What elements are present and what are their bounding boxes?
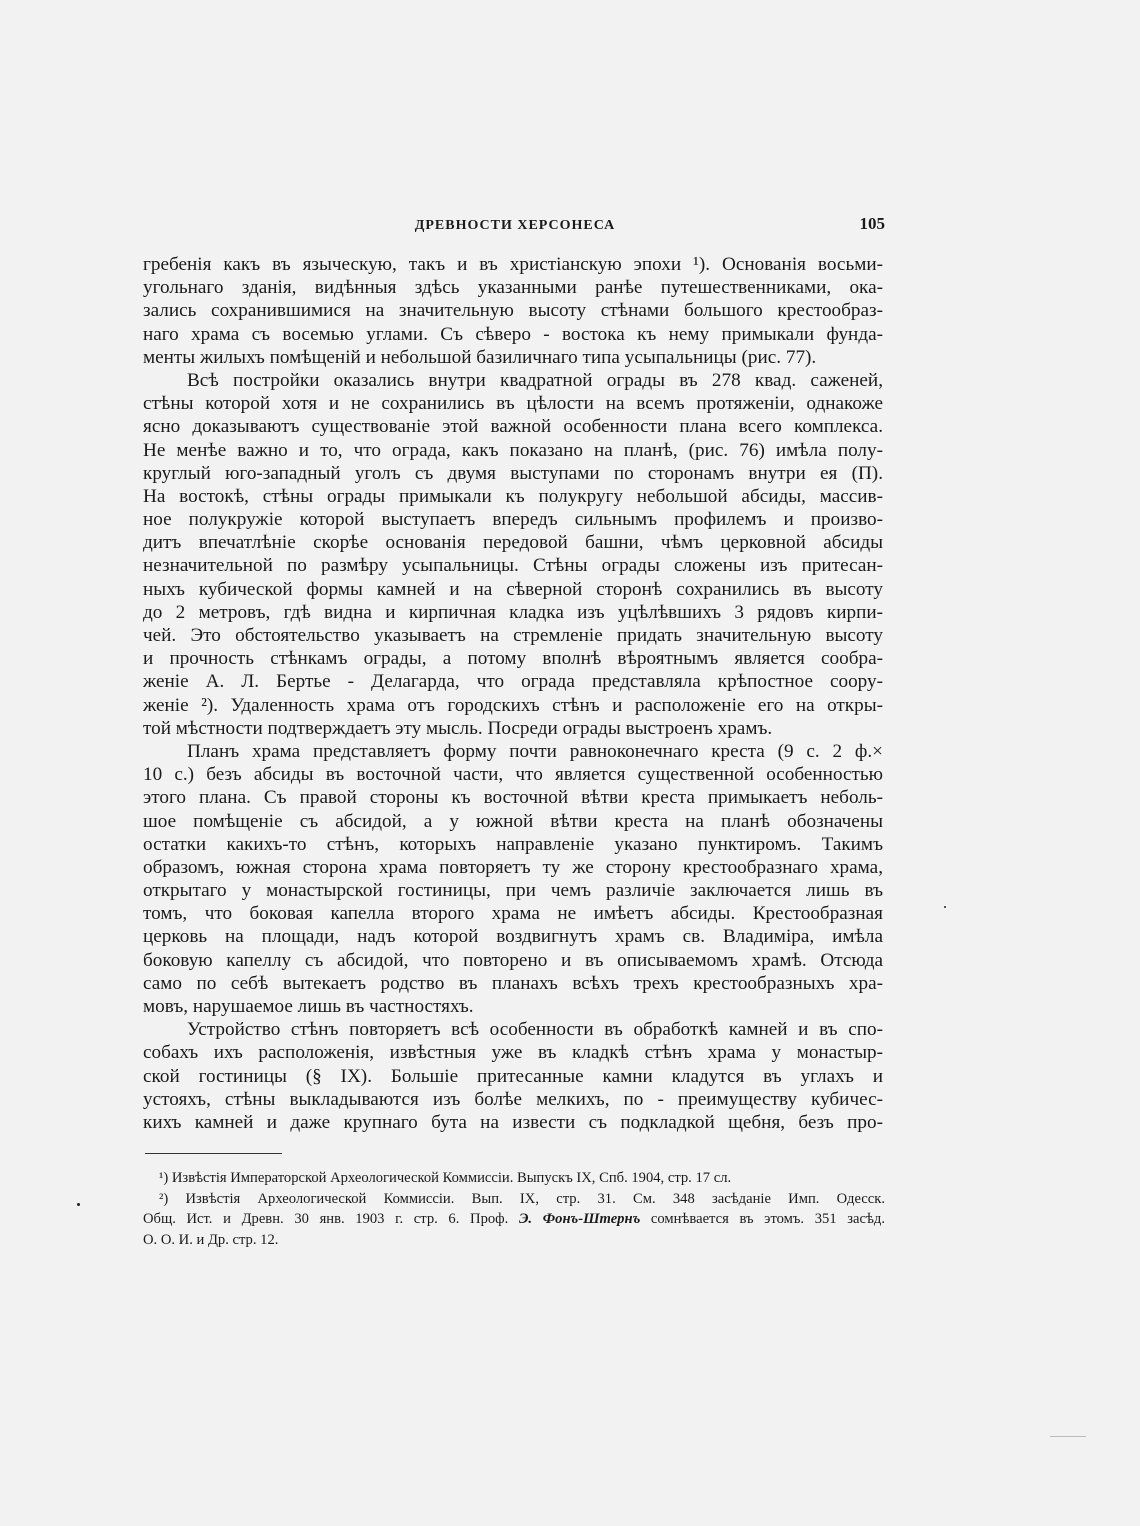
footnotes xyxy=(143,1168,885,1250)
text-line: На востокѣ, стѣны ограды примыкали къ полукругу небольшой абсиды, массив- xyxy=(143,485,883,507)
text-line: гребенія какъ въ языческую, такъ и въ христіанскую эпохи ¹). Основанія восьми- xyxy=(143,254,883,275)
running-head xyxy=(145,214,885,238)
text-line: женіе ²). Удаленность храма отъ городскихъ стѣнъ и расположеніе его на откры- xyxy=(143,694,883,716)
text-line: ской гостиницы (§ IX). Большіе притесанные камни кладутся въ углахъ и xyxy=(143,1065,883,1087)
text-line: остатки какихъ-то стѣнъ, которыхъ направленіе указано пунктиромъ. Такимъ xyxy=(143,833,883,855)
text-line: ныхъ кубической формы камней и на сѣверной сторонѣ сохранились въ высоту xyxy=(143,578,883,600)
text-line: зались сохранившимися на значительную высоту стѣнами большого крестообраз- xyxy=(143,300,883,322)
text-line: той мѣстности подтверждаетъ эту мысль. Посреди ограды выстроенъ храмъ. xyxy=(143,717,773,739)
text-line: незначительной по размѣру усыпальницы. Стѣны ограды сложены изъ притесан- xyxy=(143,555,883,577)
text-line: Планъ храма представляетъ форму почти равноконечнаго креста (9 с. 2 ф.× xyxy=(187,740,883,762)
text-line: наго храма съ восемью углами. Съ сѣверо - востока къ нему примыкали фунда- xyxy=(143,323,883,345)
text-line: угольнаго зданія, видѣнныя здѣсь указанными ранѣе путешественниками, ока- xyxy=(143,277,883,299)
footnote-2-author: Э. Фонъ-Штернъ xyxy=(518,1211,641,1227)
text-line: дитъ впечатлѣніе скорѣе основанія передовой башни, чѣмъ церковной абсиды xyxy=(143,532,883,554)
text-line: мовъ, нарушаемое лишь въ частностяхъ. xyxy=(143,996,474,1017)
footnote-2-text-a: Общ. Ист. и Древн. 30 янв. 1903 г. стр. 6. Проф. xyxy=(143,1211,519,1227)
scan-mark xyxy=(1050,1436,1086,1437)
text-line: само по себѣ вытекаетъ родство въ планахъ всѣхъ трехъ крестообразныхъ хра- xyxy=(143,972,883,994)
text-line: до 2 метровъ, гдѣ видна и кирпичная кладка изъ уцѣлѣвшихъ 3 рядовъ кирпи- xyxy=(143,601,883,623)
footnote-2-line-3: О. О. И. и Др. стр. 12. xyxy=(143,1231,279,1248)
text-line: этого плана. Съ правой стороны къ восточной вѣтви креста примыкаетъ неболь- xyxy=(143,787,883,809)
text-line: Не менѣе важно и то, что ограда, какъ показано на планѣ, (рис. 76) имѣла полу- xyxy=(143,439,883,461)
text-line: устояхъ, стѣны выкладываются изъ болѣе мелкихъ, по - преимуществу кубичес- xyxy=(143,1088,883,1110)
footnote-2-line-1: ²) Извѣстія Археологической Коммиссіи. Вып. IX, стр. 31. См. 348 засѣданіе Имп. Одесск. xyxy=(159,1190,885,1207)
text-line: Всѣ постройки оказались внутри квадратной ограды въ 278 квад. саженей, xyxy=(187,369,883,391)
body-text xyxy=(143,253,883,1134)
text-line: шое помѣщеніе съ абсидой, а у южной вѣтви креста на планѣ обозначены xyxy=(143,810,883,832)
text-line: Устройство стѣнъ повторяетъ всѣ особенности въ обработкѣ камней и въ спо- xyxy=(187,1019,883,1041)
text-line: чей. Это обстоятельство указываетъ на стремленіе придать значительную высоту xyxy=(143,625,883,646)
text-line: собахъ ихъ расположенія, извѣстныя уже въ кладкѣ стѣнъ храма у монастыр- xyxy=(143,1042,883,1064)
scan-speck xyxy=(77,1203,80,1206)
footnote-2-text-b: сомнѣвается въ этомъ. 351 засѣд. xyxy=(640,1211,886,1227)
text-line: открытаго у монастырской гостиницы, при чемъ различіе заключается лишь въ xyxy=(143,880,883,902)
footnote-2-line-2 xyxy=(143,1209,885,1230)
text-line: стѣны которой хотя и не сохранились въ цѣлости на всемъ протяженіи, однакоже xyxy=(143,393,883,415)
text-line: и прочность стѣнкамъ ограды, а потому вполнѣ вѣроятнымъ является сообра- xyxy=(143,648,883,670)
text-line: менты жилыхъ помѣщеній и небольшой базиличнаго типа усыпальницы (рис. 77). xyxy=(143,346,817,368)
running-title: ДРЕВНОСТИ ХЕРСОНЕСА xyxy=(414,218,616,233)
text-line: женіе А. Л. Бертье - Делагарда, что ограда представляла крѣпостное соору- xyxy=(143,671,883,693)
text-line: круглый юго-западный уголъ съ двумя выступами по сторонамъ внутри ея (П). xyxy=(143,462,883,484)
footnote-1: ¹) Извѣстія Императорской Археологической Коммиссіи. Выпускъ IX, Спб. 1904, стр. 17 сл. xyxy=(159,1170,732,1186)
text-line: кихъ камней и даже крупнаго бута на извести съ подкладкой щебня, безъ про- xyxy=(143,1111,883,1133)
text-line: церковь на площади, надъ которой воздвигнутъ храмъ св. Владиміра, имѣла xyxy=(143,926,883,948)
footnote-rule xyxy=(145,1153,282,1154)
text-line: боковую капеллу съ абсидой, что повторено и въ описываемомъ храмѣ. Отсюда xyxy=(143,949,883,971)
text-line: 10 с.) безъ абсиды въ восточной части, что является существенной особенностью xyxy=(143,764,883,786)
text-line: ное полукружіе которой выступаетъ впередъ сильнымъ профилемъ и произво- xyxy=(143,509,883,531)
text-line: томъ, что боковая капелла второго храма не имѣетъ абсиды. Крестообразная xyxy=(143,903,883,925)
text-line: образомъ, южная сторона храма повторяетъ ту же сторону крестообразнаго храма, xyxy=(143,856,883,878)
scan-speck xyxy=(944,906,946,908)
page-number: 105 xyxy=(859,214,885,233)
text-line: ясно доказываютъ существованіе этой важной особенности плана всего комплекса. xyxy=(143,416,883,438)
